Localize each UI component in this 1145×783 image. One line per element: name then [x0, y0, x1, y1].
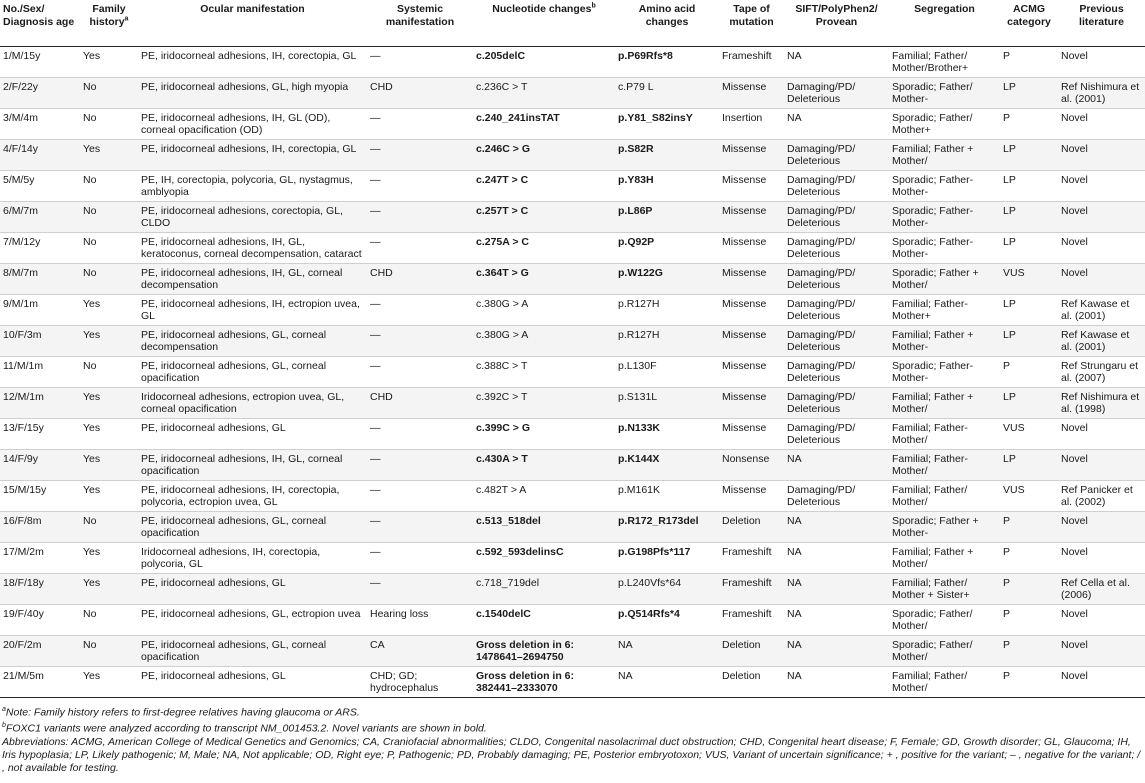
cell-mutation-type: Missense: [719, 170, 784, 201]
cell-nucleotide: Gross deletion in 6: 382441–2333070: [473, 666, 615, 697]
cell-mutation-type: Frameshift: [719, 573, 784, 604]
table-row: [0, 139, 1145, 170]
cell-sift: Damaging/PD/ Deleterious: [784, 294, 889, 325]
cell-segregation: Familial; Father + Mother/: [889, 139, 1000, 170]
table-row: [0, 480, 1145, 511]
cell-systemic: —: [367, 139, 473, 170]
cell-literature: Ref Nishimura et al. (2001): [1058, 77, 1145, 108]
cell-ocular: PE, iridocorneal adhesions, GL, ectropion uvea: [138, 604, 367, 635]
cell-ocular: PE, iridocorneal adhesions, IH, GL, corneal decompensation: [138, 263, 367, 294]
cell-ocular: PE, iridocorneal adhesions, corectopia, GL, CLDO: [138, 201, 367, 232]
table-row: [0, 604, 1145, 635]
cell-segregation: Familial; Father + Mother-: [889, 325, 1000, 356]
table-header: [0, 0, 1145, 46]
cell-sift: Damaging/PD/ Deleterious: [784, 77, 889, 108]
cell-mutation-type: Missense: [719, 139, 784, 170]
cell-nucleotide: c.236C > T: [473, 77, 615, 108]
cell-amino: p.Q92P: [615, 232, 719, 263]
cell-segregation: Sporadic; Father- Mother-: [889, 232, 1000, 263]
cell-literature: Novel: [1058, 511, 1145, 542]
cell-segregation: Sporadic; Father- Mother-: [889, 201, 1000, 232]
cell-literature: Novel: [1058, 449, 1145, 480]
table-row: [0, 666, 1145, 697]
cell-acmg: VUS: [1000, 480, 1058, 511]
cell-family-history: Yes: [80, 387, 138, 418]
cell-mutation-type: Frameshift: [719, 604, 784, 635]
cell-nucleotide: c.257T > C: [473, 201, 615, 232]
cell-ocular: PE, iridocorneal adhesions, GL, corneal opacification: [138, 511, 367, 542]
cell-literature: Novel: [1058, 418, 1145, 449]
cell-acmg: LP: [1000, 294, 1058, 325]
cell-id: 14/F/9y: [0, 449, 80, 480]
cell-ocular: Iridocorneal adhesions, IH, corectopia, polycoria, GL: [138, 542, 367, 573]
cell-systemic: —: [367, 46, 473, 77]
cell-id: 13/F/15y: [0, 418, 80, 449]
table-row: [0, 418, 1145, 449]
cell-systemic: —: [367, 325, 473, 356]
cell-mutation-type: Missense: [719, 387, 784, 418]
cell-ocular: PE, iridocorneal adhesions, IH, corectopia, GL: [138, 139, 367, 170]
table-row: [0, 356, 1145, 387]
cell-acmg: LP: [1000, 201, 1058, 232]
cell-sift: Damaging/PD/ Deleterious: [784, 480, 889, 511]
table-row: [0, 325, 1145, 356]
cell-nucleotide: c.430A > T: [473, 449, 615, 480]
cell-id: 5/M/5y: [0, 170, 80, 201]
header-literature: Previous literature: [1058, 0, 1145, 46]
cell-segregation: Sporadic; Father + Mother-: [889, 511, 1000, 542]
cell-sift: NA: [784, 635, 889, 666]
cell-sift: Damaging/PD/ Deleterious: [784, 170, 889, 201]
cell-mutation-type: Missense: [719, 325, 784, 356]
cell-family-history: Yes: [80, 542, 138, 573]
cell-sift: NA: [784, 542, 889, 573]
cell-ocular: PE, iridocorneal adhesions, IH, corectopia, GL: [138, 46, 367, 77]
cell-sift: NA: [784, 573, 889, 604]
cell-systemic: —: [367, 108, 473, 139]
cell-amino: p.W122G: [615, 263, 719, 294]
cell-acmg: P: [1000, 46, 1058, 77]
cell-segregation: Sporadic; Father- Mother-: [889, 170, 1000, 201]
cell-mutation-type: Missense: [719, 263, 784, 294]
cell-amino: p.Q514Rfs*4: [615, 604, 719, 635]
cell-id: 11/M/1m: [0, 356, 80, 387]
table-row: [0, 46, 1145, 77]
cell-literature: Novel: [1058, 46, 1145, 77]
cell-acmg: P: [1000, 635, 1058, 666]
cell-segregation: Sporadic; Father/ Mother+: [889, 108, 1000, 139]
cell-amino: p.L240Vfs*64: [615, 573, 719, 604]
cell-family-history: No: [80, 201, 138, 232]
header-row: [0, 0, 1145, 46]
cell-ocular: PE, iridocorneal adhesions, IH, GL, keratoconus, corneal decompensation, cataract: [138, 232, 367, 263]
cell-nucleotide: c.364T > G: [473, 263, 615, 294]
cell-literature: Ref Kawase et al. (2001): [1058, 294, 1145, 325]
cell-acmg: LP: [1000, 77, 1058, 108]
cell-ocular: Iridocorneal adhesions, ectropion uvea, GL, corneal opacification: [138, 387, 367, 418]
cell-id: 21/M/5m: [0, 666, 80, 697]
cell-literature: Novel: [1058, 232, 1145, 263]
cell-acmg: P: [1000, 542, 1058, 573]
cell-literature: Ref Nishimura et al. (1998): [1058, 387, 1145, 418]
cell-segregation: Sporadic; Father + Mother/: [889, 263, 1000, 294]
cell-literature: Novel: [1058, 666, 1145, 697]
cell-mutation-type: Insertion: [719, 108, 784, 139]
cell-family-history: Yes: [80, 294, 138, 325]
cell-literature: Novel: [1058, 542, 1145, 573]
cell-systemic: CHD; GD; hydrocephalus: [367, 666, 473, 697]
cell-amino: p.M161K: [615, 480, 719, 511]
cell-id: 19/F/40y: [0, 604, 80, 635]
table-row: [0, 77, 1145, 108]
cell-sift: Damaging/PD/ Deleterious: [784, 418, 889, 449]
cell-id: 2/F/22y: [0, 77, 80, 108]
cell-id: 15/M/15y: [0, 480, 80, 511]
cell-nucleotide: c.240_241insTAT: [473, 108, 615, 139]
cell-id: 8/M/7m: [0, 263, 80, 294]
header-amino: Amino acid changes: [615, 0, 719, 46]
cell-nucleotide: c.392C > T: [473, 387, 615, 418]
cell-segregation: Familial; Father- Mother/: [889, 449, 1000, 480]
cell-systemic: —: [367, 573, 473, 604]
cell-acmg: P: [1000, 573, 1058, 604]
cell-family-history: Yes: [80, 449, 138, 480]
cell-literature: Novel: [1058, 170, 1145, 201]
cell-segregation: Sporadic; Father/ Mother-: [889, 77, 1000, 108]
cell-sift: NA: [784, 511, 889, 542]
cell-acmg: P: [1000, 108, 1058, 139]
cell-id: 18/F/18y: [0, 573, 80, 604]
cell-amino: p.P69Rfs*8: [615, 46, 719, 77]
cell-mutation-type: Frameshift: [719, 46, 784, 77]
cell-ocular: PE, iridocorneal adhesions, IH, GL, corneal opacification: [138, 449, 367, 480]
table-row: [0, 573, 1145, 604]
cell-amino: p.R172_R173del: [615, 511, 719, 542]
cell-ocular: PE, iridocorneal adhesions, GL, corneal opacification: [138, 635, 367, 666]
cell-family-history: No: [80, 77, 138, 108]
cell-family-history: Yes: [80, 418, 138, 449]
cell-nucleotide: c.388C > T: [473, 356, 615, 387]
cell-systemic: —: [367, 418, 473, 449]
cell-systemic: CA: [367, 635, 473, 666]
cell-family-history: Yes: [80, 46, 138, 77]
cell-amino: p.R127H: [615, 325, 719, 356]
cell-literature: Ref Kawase et al. (2001): [1058, 325, 1145, 356]
cell-nucleotide: Gross deletion in 6: 1478641–2694750: [473, 635, 615, 666]
cell-systemic: —: [367, 480, 473, 511]
table-row: [0, 232, 1145, 263]
cell-sift: Damaging/PD/ Deleterious: [784, 201, 889, 232]
cell-ocular: PE, iridocorneal adhesions, GL, corneal opacification: [138, 356, 367, 387]
cell-mutation-type: Missense: [719, 418, 784, 449]
header-sift: SIFT/PolyPhen2/ Provean: [784, 0, 889, 46]
cell-sift: NA: [784, 604, 889, 635]
table-row: [0, 449, 1145, 480]
cell-nucleotide: c.482T > A: [473, 480, 615, 511]
cell-amino: p.R127H: [615, 294, 719, 325]
cell-sift: Damaging/PD/ Deleterious: [784, 387, 889, 418]
cell-segregation: Sporadic; Father/ Mother/: [889, 604, 1000, 635]
cell-nucleotide: c.399C > G: [473, 418, 615, 449]
cell-nucleotide: c.1540delC: [473, 604, 615, 635]
cell-mutation-type: Missense: [719, 232, 784, 263]
cell-ocular: PE, iridocorneal adhesions, GL: [138, 666, 367, 697]
cell-amino: p.S131L: [615, 387, 719, 418]
footnote-a: $^a$Note: Family history refers to first-degree relatives having glaucoma or ARS.: [2, 705, 360, 718]
cell-mutation-type: Nonsense: [719, 449, 784, 480]
cell-mutation-type: Missense: [719, 480, 784, 511]
cell-family-history: No: [80, 263, 138, 294]
cell-ocular: PE, iridocorneal adhesions, GL, high myopia: [138, 77, 367, 108]
cell-systemic: —: [367, 201, 473, 232]
cell-systemic: —: [367, 449, 473, 480]
cell-amino: c.P79 L: [615, 77, 719, 108]
cell-systemic: —: [367, 356, 473, 387]
cell-segregation: Familial; Father/ Mother + Sister+: [889, 573, 1000, 604]
cell-amino: p.K144X: [615, 449, 719, 480]
cell-family-history: Yes: [80, 325, 138, 356]
footnote-b: $^b$FOXC1 variants were analyzed according to transcript NM_001453.2. Novel variants are shown in bold.: [2, 722, 487, 735]
table-body: [0, 46, 1145, 697]
cell-systemic: —: [367, 170, 473, 201]
cell-systemic: —: [367, 542, 473, 573]
cell-sift: NA: [784, 46, 889, 77]
cell-sift: NA: [784, 108, 889, 139]
cell-id: 12/M/1m: [0, 387, 80, 418]
cell-id: 7/M/12y: [0, 232, 80, 263]
cell-amino: p.Y81_S82insY: [615, 108, 719, 139]
cell-amino: p.L86P: [615, 201, 719, 232]
header-segregation: Segregation: [889, 0, 1000, 46]
cell-segregation: Familial; Father + Mother/: [889, 387, 1000, 418]
cell-systemic: CHD: [367, 77, 473, 108]
cell-family-history: Yes: [80, 139, 138, 170]
cell-literature: Novel: [1058, 201, 1145, 232]
cell-segregation: Familial; Father- Mother/: [889, 418, 1000, 449]
cell-family-history: No: [80, 232, 138, 263]
table-row: [0, 511, 1145, 542]
cell-acmg: P: [1000, 511, 1058, 542]
cell-amino: NA: [615, 666, 719, 697]
cell-acmg: VUS: [1000, 418, 1058, 449]
cell-amino: p.L130F: [615, 356, 719, 387]
table-row: [0, 108, 1145, 139]
cell-sift: Damaging/PD/ Deleterious: [784, 139, 889, 170]
cell-amino: p.S82R: [615, 139, 719, 170]
cell-nucleotide: c.592_593delinsC: [473, 542, 615, 573]
cell-segregation: Sporadic; Father/ Mother/: [889, 635, 1000, 666]
cell-id: 17/M/2m: [0, 542, 80, 573]
header-systemic: Systemic manifestation: [367, 0, 473, 46]
cell-nucleotide: c.247T > C: [473, 170, 615, 201]
table-row: [0, 387, 1145, 418]
header-nucleotide: Nucleotide changes$^b$: [473, 0, 615, 46]
cell-segregation: Familial; Father- Mother+: [889, 294, 1000, 325]
cell-segregation: Sporadic; Father- Mother-: [889, 356, 1000, 387]
cell-id: 16/F/8m: [0, 511, 80, 542]
cell-systemic: —: [367, 294, 473, 325]
cell-segregation: Familial; Father/ Mother/: [889, 480, 1000, 511]
cell-ocular: PE, iridocorneal adhesions, GL, corneal decompensation: [138, 325, 367, 356]
cell-mutation-type: Missense: [719, 77, 784, 108]
cell-acmg: LP: [1000, 325, 1058, 356]
cell-acmg: LP: [1000, 387, 1058, 418]
header-acmg: ACMG category: [1000, 0, 1058, 46]
cell-segregation: Familial; Father + Mother/: [889, 542, 1000, 573]
table-row: [0, 635, 1145, 666]
cell-literature: Novel: [1058, 635, 1145, 666]
cell-nucleotide: c.513_518del: [473, 511, 615, 542]
cell-id: 4/F/14y: [0, 139, 80, 170]
cell-systemic: —: [367, 511, 473, 542]
cell-acmg: LP: [1000, 139, 1058, 170]
table-row: [0, 263, 1145, 294]
cell-mutation-type: Frameshift: [719, 542, 784, 573]
cell-sift: Damaging/PD/ Deleterious: [784, 325, 889, 356]
cell-family-history: No: [80, 604, 138, 635]
cell-sift: NA: [784, 449, 889, 480]
cell-sift: Damaging/PD/ Deleterious: [784, 232, 889, 263]
cell-ocular: PE, IH, corectopia, polycoria, GL, nystagmus, amblyopia: [138, 170, 367, 201]
cell-id: 9/M/1m: [0, 294, 80, 325]
cell-nucleotide: c.205delC: [473, 46, 615, 77]
cell-amino: NA: [615, 635, 719, 666]
table-row: [0, 170, 1145, 201]
cell-id: 1/M/15y: [0, 46, 80, 77]
cell-sift: Damaging/PD/ Deleterious: [784, 356, 889, 387]
cell-literature: Novel: [1058, 108, 1145, 139]
cell-mutation-type: Deletion: [719, 635, 784, 666]
cell-family-history: Yes: [80, 666, 138, 697]
cell-literature: Novel: [1058, 263, 1145, 294]
cell-nucleotide: c.380G > A: [473, 325, 615, 356]
cell-literature: Ref Cella et al. (2006): [1058, 573, 1145, 604]
cell-acmg: P: [1000, 604, 1058, 635]
cell-sift: NA: [784, 666, 889, 697]
cell-literature: Novel: [1058, 604, 1145, 635]
cell-acmg: LP: [1000, 449, 1058, 480]
cell-nucleotide: c.380G > A: [473, 294, 615, 325]
cell-nucleotide: c.246C > G: [473, 139, 615, 170]
cell-ocular: PE, iridocorneal adhesions, GL: [138, 418, 367, 449]
cell-segregation: Familial; Father/ Mother/: [889, 666, 1000, 697]
cell-acmg: LP: [1000, 170, 1058, 201]
table-row: [0, 542, 1145, 573]
cell-family-history: No: [80, 108, 138, 139]
cell-family-history: Yes: [80, 573, 138, 604]
cell-ocular: PE, iridocorneal adhesions, IH, GL (OD), corneal opacification (OD): [138, 108, 367, 139]
cell-id: 3/M/4m: [0, 108, 80, 139]
header-family-history: Family history$^a$: [80, 0, 138, 46]
footnotes: [0, 698, 1145, 775]
cell-literature: Ref Strungaru et al. (2007): [1058, 356, 1145, 387]
cell-id: 20/F/2m: [0, 635, 80, 666]
cell-acmg: VUS: [1000, 263, 1058, 294]
cell-mutation-type: Deletion: [719, 511, 784, 542]
cell-nucleotide: c.275A > C: [473, 232, 615, 263]
cell-family-history: No: [80, 511, 138, 542]
cell-systemic: CHD: [367, 263, 473, 294]
cell-systemic: CHD: [367, 387, 473, 418]
footnote-abbreviations: Abbreviations: ACMG, American College of Medical Genetics and Genomics; CA, Craniofacial abnormalities; CLDO, Congenital nasolacrimal duct obstruction; CHD, Congenital heart disease; F, Female; GD, Growth disorder; GL, Glaucoma; IH, Iris hypoplasia; LP, Likely pathogenic; M, Male; NA, Not applicable; OD, Right eye; P, Pathogenic; PD, Probably damaging; PE, Posterior embryotoxon; VUS, Variant of uncertain significance; + , positive for the variant; – , negative for the variant; / , not available for testing.: [2, 735, 1141, 774]
cell-id: 10/F/3m: [0, 325, 80, 356]
cell-ocular: PE, iridocorneal adhesions, GL: [138, 573, 367, 604]
cell-segregation: Familial; Father/ Mother/Brother+: [889, 46, 1000, 77]
header-mutation-type: Tape of mutation: [719, 0, 784, 46]
cell-mutation-type: Deletion: [719, 666, 784, 697]
cell-literature: Novel: [1058, 139, 1145, 170]
cell-systemic: —: [367, 232, 473, 263]
cell-family-history: No: [80, 170, 138, 201]
cell-nucleotide: c.718_719del: [473, 573, 615, 604]
cell-amino: p.N133K: [615, 418, 719, 449]
cell-acmg: P: [1000, 356, 1058, 387]
cell-family-history: Yes: [80, 480, 138, 511]
header-id: No./Sex/ Diagnosis age: [0, 0, 80, 46]
cell-acmg: LP: [1000, 232, 1058, 263]
cell-mutation-type: Missense: [719, 294, 784, 325]
cell-id: 6/M/7m: [0, 201, 80, 232]
header-ocular: Ocular manifestation: [138, 0, 367, 46]
cell-sift: Damaging/PD/ Deleterious: [784, 263, 889, 294]
cell-ocular: PE, iridocorneal adhesions, IH, ectropion uvea, GL: [138, 294, 367, 325]
cell-systemic: Hearing loss: [367, 604, 473, 635]
cell-ocular: PE, iridocorneal adhesions, IH, corectopia, polycoria, ectropion uvea, GL: [138, 480, 367, 511]
table-row: [0, 294, 1145, 325]
cell-mutation-type: Missense: [719, 201, 784, 232]
cell-family-history: No: [80, 356, 138, 387]
cell-family-history: No: [80, 635, 138, 666]
cell-acmg: P: [1000, 666, 1058, 697]
cell-mutation-type: Missense: [719, 356, 784, 387]
table-row: [0, 201, 1145, 232]
cell-amino: p.Y83H: [615, 170, 719, 201]
cell-literature: Ref Panicker et al. (2002): [1058, 480, 1145, 511]
cell-amino: p.G198Pfs*117: [615, 542, 719, 573]
